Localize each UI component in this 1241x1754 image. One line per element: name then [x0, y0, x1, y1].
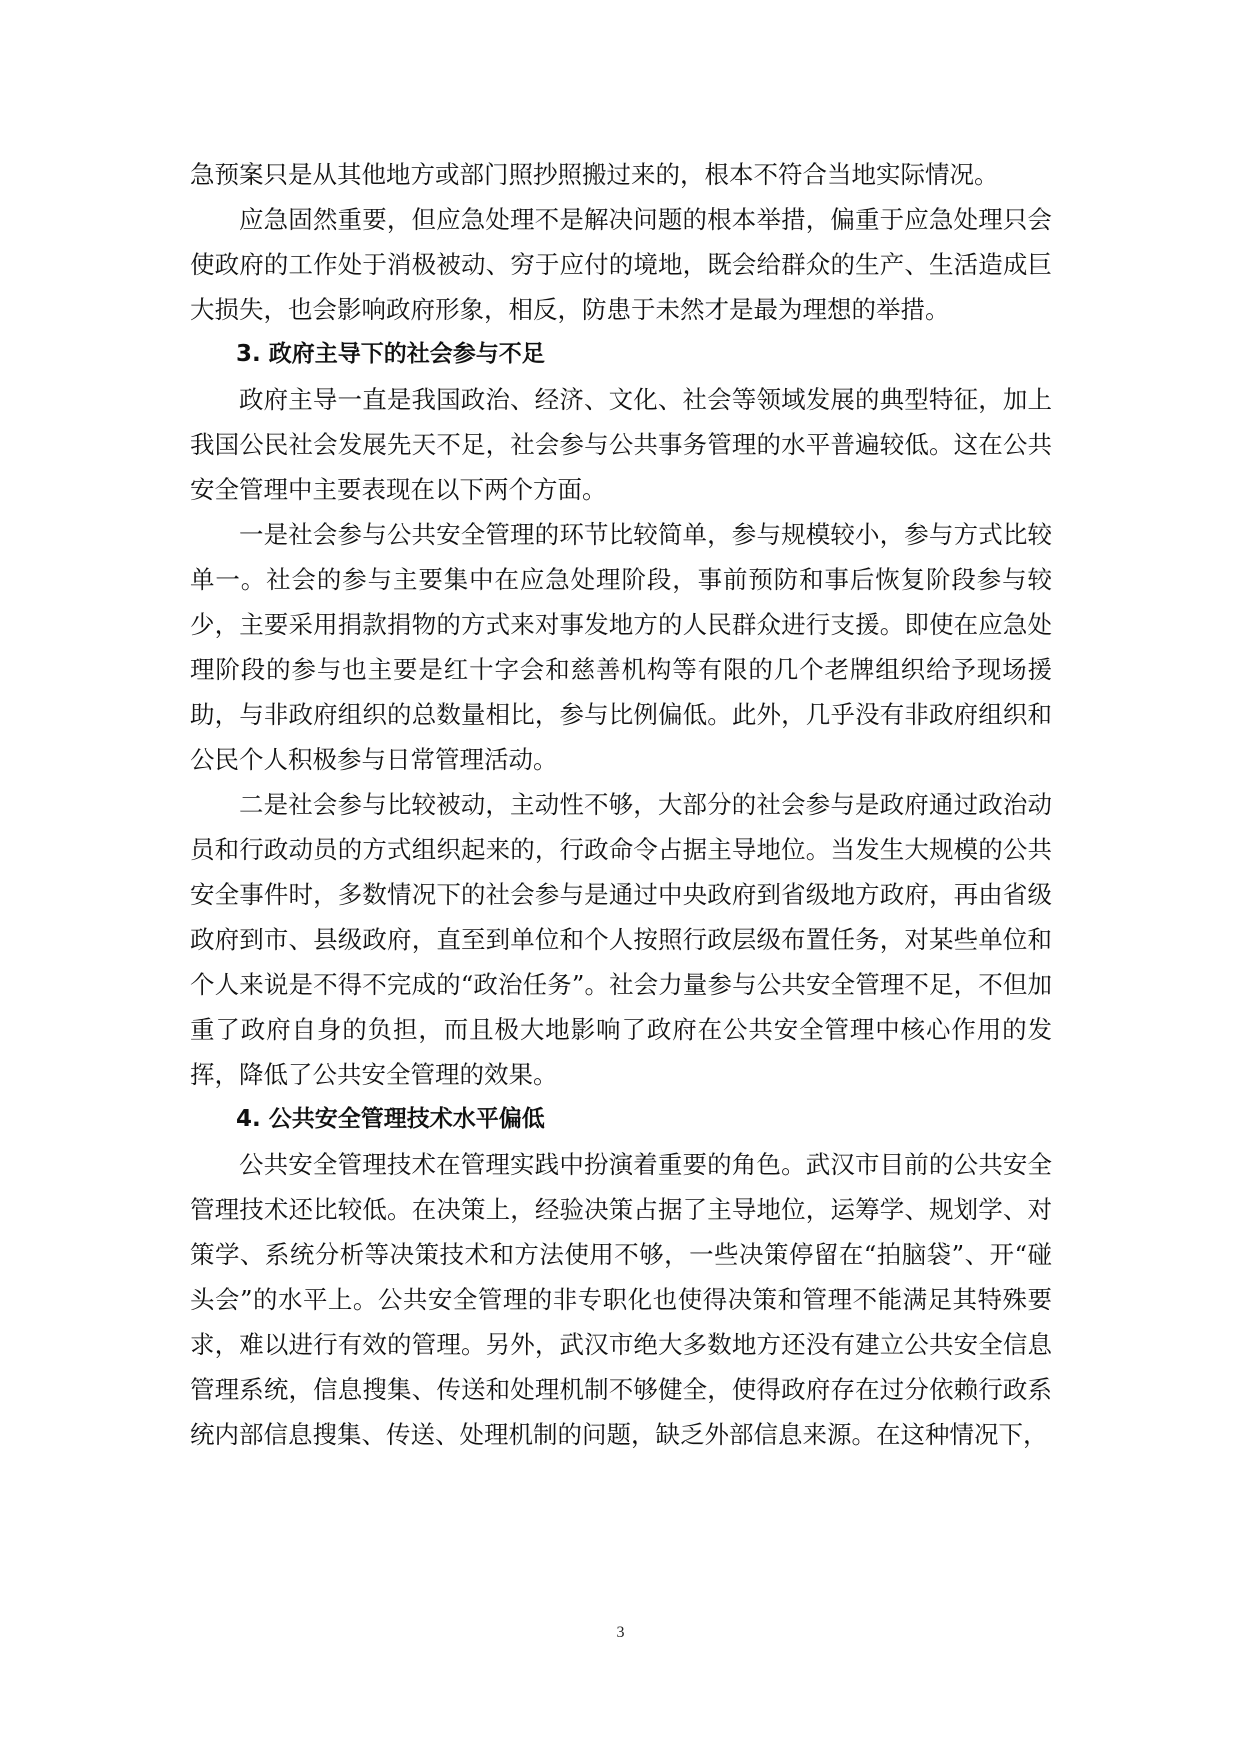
paragraph-government-led: 政府主导一直是我国政治、经济、文化、社会等领域发展的典型特征，加上我国公民社会发展先天不足，社会参与公共事务管理的水平普遍较低。这在公共安全管理中主要表现在以下两个方面。	[190, 385, 1052, 504]
paragraph-point-two: 二是社会参与比较被动，主动性不够，大部分的社会参与是政府通过政治动员和行政动员的方式组织起来的，行政命令占据主导地位。当发生大规模的公共安全事件时，多数情况下的社会参与是通过中央政府到省级地方政府，再由省级政府到市、县级政府，直至到单位和个人按照行政层级布置任务，对某些单位和个人来说是不得不完成的“政治任务”。社会力量参与公共安全管理不足，不但加重了政府自身的负担，而且极大地影响了政府在公共安全管理中核心作用的发挥，降低了公共安全管理的效果。	[190, 790, 1052, 1089]
section-heading-3: 3. 政府主导下的社会参与不足	[236, 341, 545, 367]
paragraph-technology: 公共安全管理技术在管理实践中扮演着重要的角色。武汉市目前的公共安全管理技术还比较低。在决策上，经验决策占据了主导地位，运筹学、规划学、对策学、系统分析等决策技术和方法使用不够，一些决策停留在“拍脑袋”、开“碰头会”的水平上。公共安全管理的非专职化也使得决策和管理不能满足其特殊要求，难以进行有效的管理。另外，武汉市绝大多数地方还没有建立公共安全信息管理系统，信息搜集、传送和处理机制不够健全，使得政府存在过分依赖行政系统内部信息搜集、传送、处理机制的问题，缺乏外部信息来源。在这种情况下，	[190, 1150, 1052, 1449]
page-content	[190, 152, 1052, 1457]
paragraph-emergency-importance: 应急固然重要，但应急处理不是解决问题的根本举措，偏重于应急处理只会使政府的工作处于消极被动、穷于应付的境地，既会给群众的生产、生活造成巨大损失，也会影响政府形象，相反，防患于未然才是最为理想的举措。	[190, 205, 1052, 324]
section-heading-4: 4. 公共安全管理技术水平偏低	[236, 1106, 545, 1132]
paragraph-point-one: 一是社会参与公共安全管理的环节比较简单，参与规模较小，参与方式比较单一。社会的参与主要集中在应急处理阶段，事前预防和事后恢复阶段参与较少，主要采用捐款捐物的方式来对事发地方的人民群众进行支援。即使在应急处理阶段的参与也主要是红十字会和慈善机构等有限的几个老牌组织给予现场援助，与非政府组织的总数量相比，参与比例偏低。此外，几乎没有非政府组织和公民个人积极参与日常管理活动。	[190, 520, 1052, 774]
paragraph-continuation: 急预案只是从其他地方或部门照抄照搬过来的，根本不符合当地实际情况。	[190, 160, 999, 189]
page-number: 3	[616, 1624, 625, 1641]
